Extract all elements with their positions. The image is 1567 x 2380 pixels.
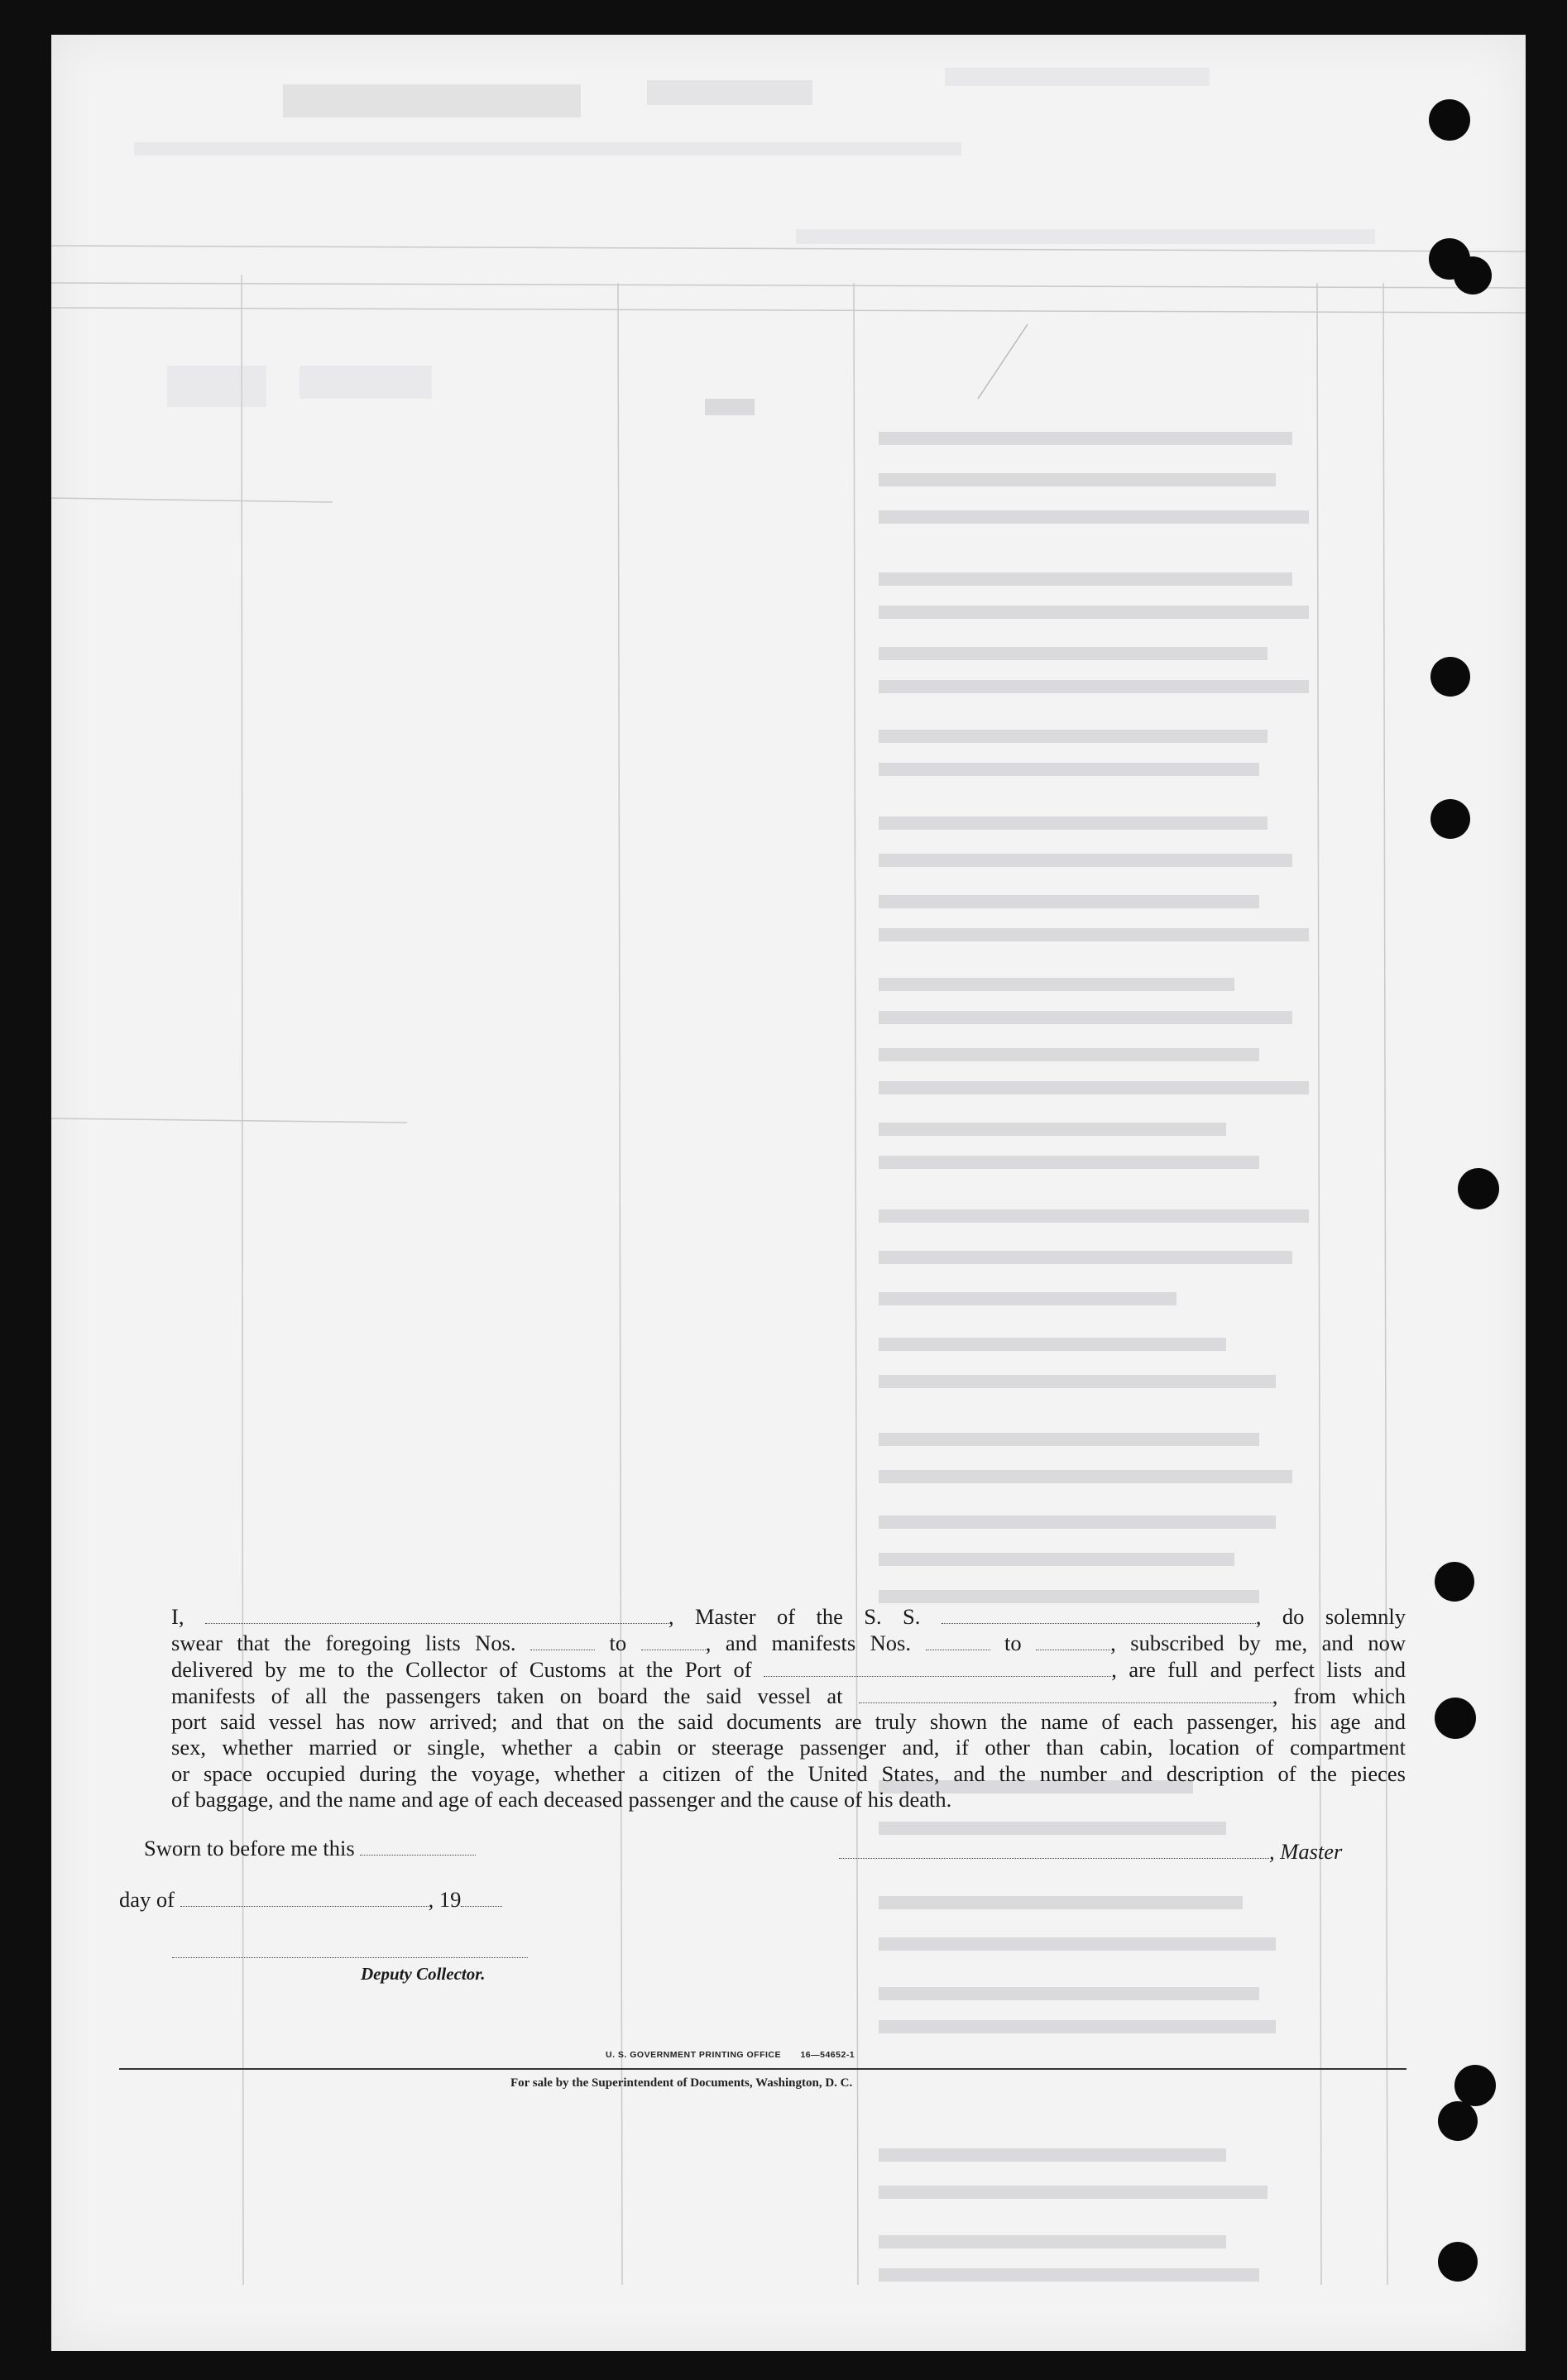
list-from-blank bbox=[530, 1630, 595, 1650]
oath-line bbox=[171, 1603, 1406, 1630]
master-oath-paragraph bbox=[171, 1603, 1406, 1813]
day-of-line bbox=[119, 1886, 502, 1913]
master-signature-blank bbox=[839, 1838, 1269, 1859]
master-name-blank bbox=[205, 1603, 668, 1624]
punch-hole bbox=[1454, 256, 1492, 295]
oath-line: of baggage, and the name and age of each deceased passenger and the cause of his death. bbox=[171, 1786, 952, 1812]
for-sale-notice: For sale by the Superintendent of Documents, Washington, D. C. bbox=[510, 2076, 853, 2090]
oath-line bbox=[171, 1683, 1406, 1709]
year-prefix: , 19 bbox=[428, 1886, 462, 1912]
footer-rule bbox=[119, 2068, 1406, 2070]
punch-hole bbox=[1429, 99, 1470, 141]
oath-text: , and manifests Nos. bbox=[705, 1630, 911, 1655]
oath-text: , from which bbox=[1272, 1683, 1406, 1708]
sworn-date-blank bbox=[360, 1835, 476, 1856]
month-blank bbox=[180, 1886, 429, 1907]
form-number: 16—54652-1 bbox=[800, 2050, 855, 2060]
bleed-through-texture bbox=[51, 35, 1526, 2351]
list-to-blank bbox=[641, 1630, 706, 1650]
port-blank bbox=[764, 1656, 1111, 1677]
punch-hole bbox=[1454, 2065, 1496, 2106]
oath-line bbox=[171, 1656, 1406, 1683]
punch-hole bbox=[1438, 2242, 1478, 2282]
day-of-text: day of bbox=[119, 1886, 175, 1912]
sworn-line bbox=[144, 1835, 476, 1861]
oath-text: manifests of all the passengers taken on board the said vessel at bbox=[171, 1683, 843, 1708]
oath-text: , are full and perfect lists and bbox=[1111, 1656, 1406, 1682]
oath-text: , do solemnly bbox=[1255, 1603, 1406, 1629]
oath-text: swear that the foregoing lists Nos. bbox=[171, 1630, 516, 1655]
punch-hole bbox=[1435, 1698, 1476, 1739]
oath-text: , subscribed by me, and now bbox=[1110, 1630, 1406, 1655]
punch-hole bbox=[1430, 799, 1470, 839]
printing-office: U. S. GOVERNMENT PRINTING OFFICE bbox=[606, 2050, 782, 2060]
punch-hole bbox=[1458, 1168, 1499, 1209]
deputy-collector-label: Deputy Collector. bbox=[361, 1964, 486, 1984]
punch-hole bbox=[1438, 2101, 1478, 2141]
manifest-to-blank bbox=[1036, 1630, 1110, 1650]
master-label: , Master bbox=[1269, 1838, 1343, 1864]
oath-line bbox=[171, 1630, 1406, 1656]
ship-name-blank bbox=[942, 1603, 1256, 1624]
deputy-collector-signature-blank bbox=[172, 1957, 528, 1958]
punch-hole bbox=[1435, 1562, 1474, 1602]
manifest-page bbox=[51, 35, 1526, 2351]
oath-line: sex, whether married or single, whether a cabin or steerage passenger and, if other than cabin, location of compartment bbox=[171, 1735, 1406, 1760]
punch-hole bbox=[1430, 657, 1470, 697]
oath-line: or space occupied during the voyage, whether a citizen of the United States, and the number and description of the pieces bbox=[171, 1760, 1406, 1786]
oath-text: to bbox=[1004, 1630, 1022, 1655]
departure-port-blank bbox=[859, 1683, 1272, 1703]
oath-text: to bbox=[609, 1630, 627, 1655]
year-blank bbox=[461, 1886, 502, 1907]
oath-line: port said vessel has now arrived; and that on the said documents are truly shown the name of each passenger, his age and bbox=[171, 1709, 1406, 1735]
printing-office-imprint bbox=[606, 2050, 855, 2060]
oath-text: delivered by me to the Collector of Customs at the Port of bbox=[171, 1656, 752, 1682]
master-signature-line bbox=[839, 1838, 1342, 1865]
manifest-from-blank bbox=[926, 1630, 990, 1650]
oath-text: , Master of the S. S. bbox=[668, 1603, 921, 1629]
sworn-text: Sworn to before me this bbox=[144, 1835, 355, 1860]
oath-text: I, bbox=[171, 1603, 184, 1629]
